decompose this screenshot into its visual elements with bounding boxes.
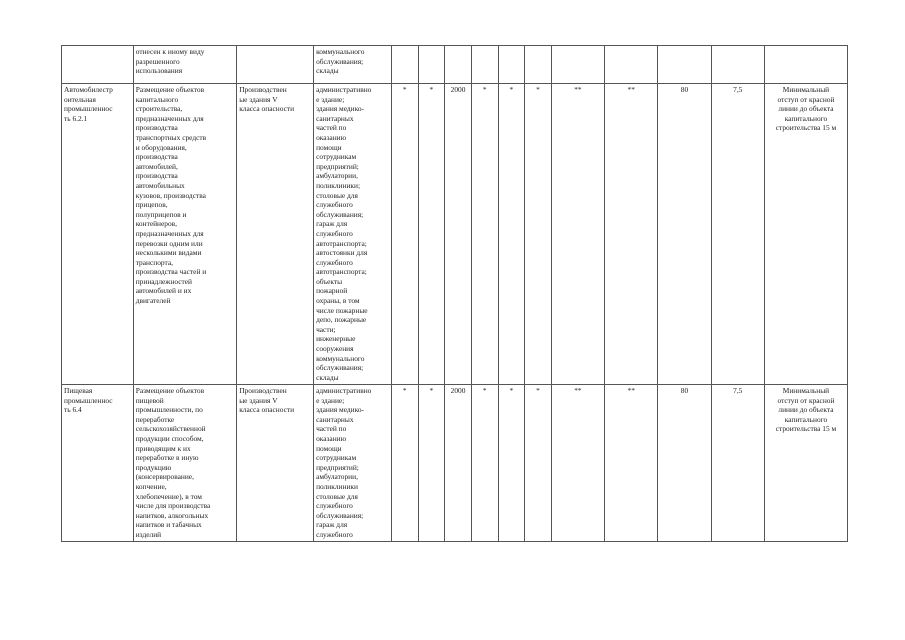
main-object-cell [237, 46, 314, 84]
use-description-cell: Размещение объектов пищевой промышленности, по переработке сельскохозяйственной продукции способом, приводящим к их переработке в иную продукцию (консервирование, копчение, хлебопечение), в том числе для производства напитков, алкогольных напитков и табачных изделий [133, 385, 237, 542]
table-row [62, 385, 848, 542]
param-cell: * [471, 84, 498, 385]
param-cell: ** [551, 84, 604, 385]
param-cell: ** [605, 84, 658, 385]
param-cell [525, 46, 552, 84]
param-cell: * [525, 385, 552, 542]
table-row [62, 84, 848, 385]
param-cell: 7,5 [711, 385, 764, 542]
param-cell: * [498, 84, 525, 385]
param-cell: 7,5 [711, 84, 764, 385]
param-cell: * [391, 385, 418, 542]
param-cell: 80 [658, 84, 711, 385]
param-cell [551, 46, 604, 84]
param-cell [498, 46, 525, 84]
use-code-cell: Автомобилестр оительная промышленнос ть 6.2.1 [62, 84, 134, 385]
param-cell: ** [605, 385, 658, 542]
main-object-cell: Производствен ые здания V класса опасности [237, 385, 314, 542]
param-cell [391, 46, 418, 84]
param-cell: * [391, 84, 418, 385]
param-cell: * [418, 385, 445, 542]
table-row [62, 46, 848, 84]
ancillary-use-cell: коммунального обслуживания; склады [314, 46, 392, 84]
param-cell: 2000 [445, 84, 472, 385]
ancillary-use-cell: административно е здание; здания медико- санитарных частей по оказанию помощи сотрудникам предприятий; амбулатории, поликлиники столовые для служебного обслуживания; гараж для служебного [314, 385, 392, 542]
param-cell [471, 46, 498, 84]
param-cell: 2000 [445, 385, 472, 542]
param-cell: * [525, 84, 552, 385]
param-cell: 80 [658, 385, 711, 542]
use-code-cell: Пищевая промышленнос ть 6.4 [62, 385, 134, 542]
param-cell [605, 46, 658, 84]
use-description-cell: отнесен к иному виду разрешенного использования [133, 46, 237, 84]
notes-cell: Минимальный отступ от красной линии до объекта капитального строительства 15 м [764, 84, 847, 385]
main-object-cell: Производствен ые здания V класса опасности [237, 84, 314, 385]
param-cell: * [498, 385, 525, 542]
param-cell: * [418, 84, 445, 385]
notes-cell [764, 46, 847, 84]
param-cell [418, 46, 445, 84]
param-cell [658, 46, 711, 84]
param-cell [445, 46, 472, 84]
notes-cell: Минимальный отступ от красной линии до объекта капитального строительства 15 м [764, 385, 847, 542]
use-code-cell [62, 46, 134, 84]
regulations-table [61, 45, 848, 542]
use-description-cell: Размещение объектов капитального строительства, предназначенных для производства транспортных средств и оборудования, производства автомобилей, производства автомобильных кузовов, производства прицепов, полуприцепов и контейнеров, предназначенных для перевозки одним или несколькими видами транспорта, производства частей и принадлежностей автомобилей и их двигателей [133, 84, 237, 385]
param-cell: * [471, 385, 498, 542]
ancillary-use-cell: административно е здание; здания медико- санитарных частей по оказанию помощи сотрудникам предприятий; амбулатории, поликлиники; столовые для служебного обслуживания; гараж для служебного автотранспорта; автостоянки для служебного автотранспорта; объекты пожарной охраны, в том числе пожарные депо, пожарные части; инженерные сооружения коммунального обслуживания; склады [314, 84, 392, 385]
param-cell: ** [551, 385, 604, 542]
param-cell [711, 46, 764, 84]
